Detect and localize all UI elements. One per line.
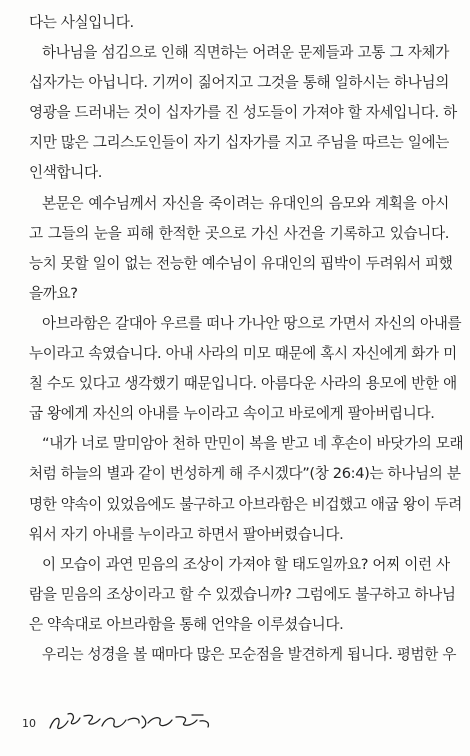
text-line: 하나님을 섬김으로 인해 직면하는 어려운 문제들과 고통 그 자체가 bbox=[42, 44, 449, 62]
text-line: 명한 약속이 있었음에도 불구하고 아브라함은 비겁했고 애굽 왕이 두려 bbox=[29, 495, 462, 513]
text-line: 영광을 드러내는 것이 십자가를 진 성도들이 가져야 할 자세입니다. 하 bbox=[29, 104, 457, 122]
text-line: 을까요? bbox=[29, 284, 78, 302]
handwritten-signature-logo bbox=[44, 708, 214, 736]
text-line: 우리는 성경을 볼 때마다 많은 모순점을 발견하게 됩니다. 평범한 우 bbox=[42, 645, 457, 663]
text-line: 칠 수도 있다고 생각했기 때문입니다. 아름다운 사라의 용모에 반한 애 bbox=[29, 375, 457, 393]
text-line: 워서 자기 아내를 누이라고 하면서 팔아버렸습니다. bbox=[29, 525, 344, 543]
text-line: 굽 왕에게 자신의 아내를 누이라고 속이고 바로에게 팔아버립니다. bbox=[29, 405, 435, 423]
text-line: 십자가는 아닙니다. 기꺼이 짊어지고 그것을 통해 일하시는 하나님의 bbox=[29, 74, 449, 92]
text-line: 처럼 하늘의 별과 같이 번성하게 해 주시겠다”(창 26:4)는 하나님의 분 bbox=[29, 465, 461, 483]
body-text bbox=[29, 8, 464, 670]
text-line: 인색합니다. bbox=[29, 164, 103, 182]
text-line: 누이라고 속였습니다. 아내 사라의 미모 때문에 혹시 자신에게 화가 미 bbox=[29, 345, 457, 363]
text-line: “내가 너로 말미암아 천하 만민이 복을 받고 네 후손이 바닷가의 모래 bbox=[42, 435, 464, 453]
text-line: 본문은 예수님께서 자신을 죽이려는 유대인의 음모와 계획을 아시 bbox=[42, 194, 449, 212]
text-line: 지만 많은 그리스도인들이 자기 십자가를 지고 주님을 따르는 일에는 bbox=[29, 134, 449, 152]
page-footer bbox=[22, 707, 214, 737]
text-line: 다는 사실입니다. bbox=[29, 14, 134, 31]
text-line: 람을 믿음의 조상이라고 할 수 있겠습니까? 그럼에도 불구하고 하나님 bbox=[29, 585, 456, 603]
text-line: 아브라함은 갈대아 우르를 떠나 가나안 땅으로 가면서 자신의 아내를 bbox=[42, 314, 462, 332]
text-line: 능치 못할 일이 없는 전능한 예수님이 유대인의 핍박이 두려워서 피했 bbox=[29, 254, 453, 272]
text-line: 은 약속대로 아브라함을 통해 언약을 이루셨습니다. bbox=[29, 615, 344, 633]
text-line: 이 모습이 과연 믿음의 조상이 가져야 할 태도일까요? 어찌 이런 사 bbox=[42, 555, 450, 573]
text-line: 고 그들의 눈을 피해 한적한 곳으로 가신 사건을 기록하고 있습니다. bbox=[29, 224, 449, 242]
page-number: 10 bbox=[22, 717, 36, 730]
